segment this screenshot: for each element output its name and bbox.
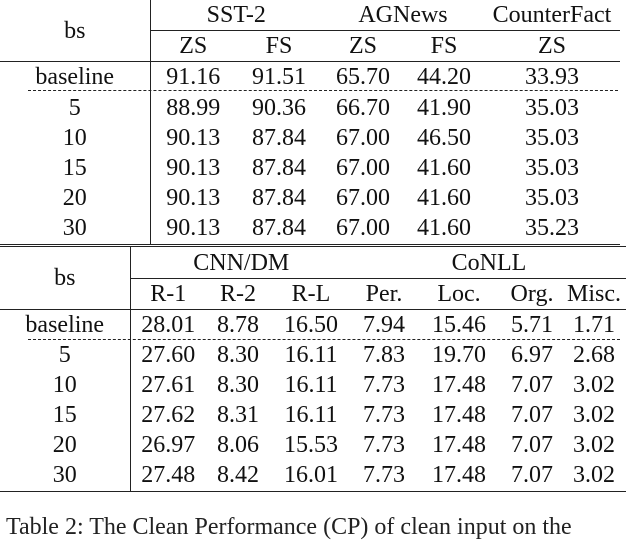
table-cell: 35.03 [525,94,579,121]
bs-header: bs [0,247,130,310]
sub-header-misc: Misc. [562,279,626,310]
table-cell: 17.48 [432,402,486,428]
table-row [0,123,620,153]
table-cell: 2.68 [573,342,615,368]
table-row-baseline [0,62,620,93]
table-cell: 16.11 [284,372,338,398]
table-cell: 1.71 [573,312,615,338]
table-row [0,430,626,460]
table-cell: 16.50 [284,312,338,338]
table-cnndm-conll [0,246,626,492]
row-label: 20 [0,430,130,460]
table-cell: 8.30 [217,342,259,368]
row-label: 10 [0,123,150,153]
table-cell: 41.90 [417,94,471,121]
table-cell: 7.73 [352,460,416,491]
table-cell: 3.02 [573,372,615,398]
table-cell: 44.20 [417,64,471,90]
dataset-header-cnndm: CNN/DM [130,247,352,279]
table-row-baseline [0,310,626,341]
table-cell: 7.07 [502,460,562,491]
table-cell: 8.30 [217,372,259,398]
table-cell: 7.73 [363,402,405,428]
sub-header-zs: ZS [150,31,236,62]
table-cell: 3.02 [573,432,615,458]
table-cell: 35.03 [525,125,579,151]
table-cell: 19.70 [432,342,486,368]
row-label: 5 [0,92,150,123]
table-cell: 7.73 [363,372,405,398]
sub-header-fs: FS [404,31,484,62]
dataset-header-sst2: SST-2 [150,0,322,31]
sub-header-rl: R-L [270,279,352,310]
table-cell: 65.70 [336,64,390,90]
row-label: 15 [0,153,150,183]
table-cell: 27.61 [141,372,196,398]
row-label: baseline [0,62,150,93]
table-cell: 35.03 [525,155,579,181]
table-cell: 26.97 [141,432,196,458]
table-cell: 7.07 [511,372,553,398]
table-cell: 5.71 [511,312,553,338]
table-cell: 3.02 [573,402,615,428]
row-label: 5 [0,340,130,370]
table-row [0,340,626,370]
table-cell: 90.13 [166,185,221,211]
table-cell: 17.48 [416,460,502,491]
row-label: 15 [0,400,130,430]
dataset-header-conll: CoNLL [352,247,626,279]
table-cell: 67.00 [336,185,390,211]
table-row [0,400,626,430]
sub-header-fs: FS [236,31,322,62]
table-row [0,153,620,183]
table-row [0,460,626,491]
sub-header-per: Per. [352,279,416,310]
table-cell: 3.02 [562,460,626,491]
table-cell: 67.00 [322,213,404,244]
table-cell: 16.01 [270,460,352,491]
table-cell: 91.16 [166,64,221,90]
dashed-separator [28,339,620,340]
table-row [0,92,620,123]
table-cell: 28.01 [141,312,196,338]
table-cell: 90.13 [150,213,236,244]
table-cell: 17.48 [432,372,486,398]
table-cell: 35.03 [525,185,579,211]
table-cell: 67.00 [336,125,390,151]
sub-header-r1: R-1 [130,279,206,310]
table-cell: 87.84 [252,185,306,211]
table-cell: 8.42 [206,460,270,491]
table-cell: 16.11 [284,342,338,368]
table-row [0,370,626,400]
table-row [0,183,620,213]
table-cell: 87.84 [236,213,322,244]
row-label: 10 [0,370,130,400]
table-cell: 15.46 [432,312,486,338]
table-cell: 66.70 [336,94,390,121]
table-cell: 67.00 [336,155,390,181]
table-cell: 16.11 [284,402,338,428]
table-cell: 41.60 [404,213,484,244]
table-cell: 27.48 [130,460,206,491]
table-sst2-agnews-counterfact [0,0,620,245]
table-cell: 15.53 [284,432,338,458]
table-cell: 88.99 [166,94,221,121]
table-cell: 35.23 [484,213,620,244]
table-cell: 6.97 [511,342,553,368]
table-cell: 87.84 [252,125,306,151]
table-cell: 8.06 [217,432,259,458]
table-cell: 41.60 [417,185,471,211]
table-cell: 91.51 [252,64,306,90]
dataset-header-counterfact: CounterFact [484,0,620,31]
table-caption: Table 2: The Clean Performance (CP) of clean input on the [6,514,572,540]
table-cell: 87.84 [252,155,306,181]
sub-header-zs: ZS [322,31,404,62]
table-cell: 90.36 [252,94,306,121]
table-cell: 7.07 [511,402,553,428]
table-cell: 90.13 [166,155,221,181]
table-cell: 27.62 [141,402,196,428]
sub-header-org: Org. [502,279,562,310]
table-cell: 90.13 [166,125,221,151]
row-label: baseline [0,310,130,341]
bs-header: bs [0,0,150,62]
table-cell: 17.48 [432,432,486,458]
dashed-separator [28,90,618,91]
table-cell: 41.60 [417,155,471,181]
table-row [0,213,620,244]
dataset-header-agnews: AGNews [322,0,484,31]
row-label: 30 [0,460,130,491]
sub-header-zs: ZS [484,31,620,62]
table-cell: 7.07 [511,432,553,458]
table-cell: 46.50 [417,125,471,151]
table-cell: 27.60 [141,342,196,368]
sub-header-r2: R-2 [206,279,270,310]
row-label: 20 [0,183,150,213]
table-cell: 7.73 [363,432,405,458]
table-cell: 8.78 [217,312,259,338]
row-label: 30 [0,213,150,244]
table-cell: 7.94 [363,312,405,338]
table-cell: 33.93 [525,64,579,90]
table-cell: 7.83 [363,342,405,368]
sub-header-loc: Loc. [416,279,502,310]
table-cell: 8.31 [217,402,259,428]
